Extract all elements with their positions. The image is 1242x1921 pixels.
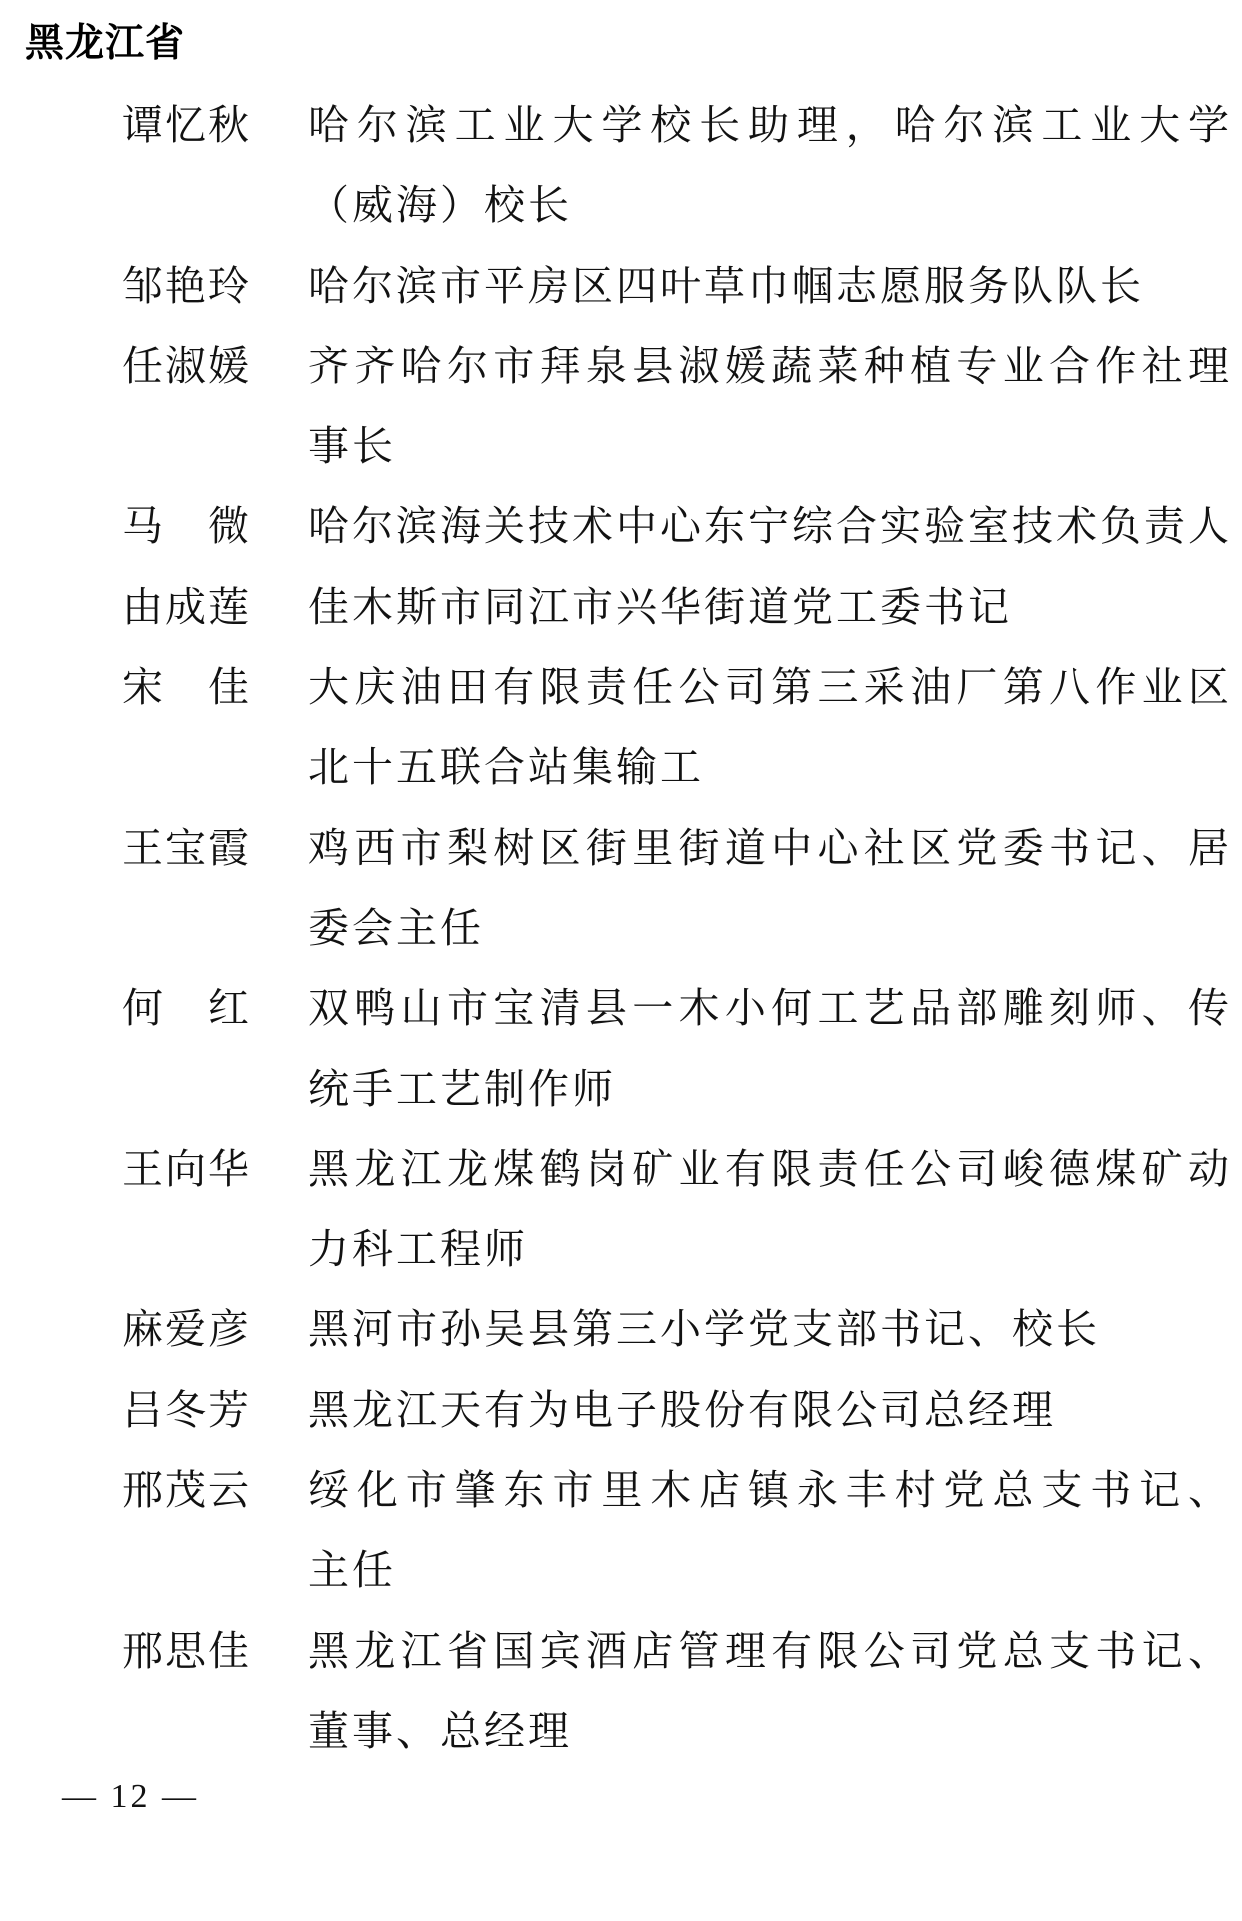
person-title [308,326,1232,487]
person-name: 何 红 [122,985,251,1032]
title-line: 黑龙江龙煤鹤岗矿业有限责任公司峻德煤矿动 [308,1145,1232,1192]
title-line: 黑龙江省国宾酒店管理有限公司党总支书记、 [308,1627,1232,1674]
list-item [122,968,1232,1129]
person-title [308,1289,1232,1369]
list-item [122,486,1232,566]
person-title [308,647,1232,808]
person-name: 任淑媛 [122,342,251,389]
person-title [308,85,1232,246]
list-item [122,1611,1232,1772]
person-name: 由成莲 [122,583,251,630]
title-line: 北十五联合站集输工 [308,744,704,791]
list-item [122,567,1232,647]
title-line: 鸡西市梨树区街里街道中心社区党委书记、居 [308,824,1232,871]
title-line: 力科工程师 [308,1226,528,1273]
person-title [308,1129,1232,1290]
person-name: 王向华 [122,1145,251,1192]
person-name: 王宝霞 [122,824,251,871]
title-line: 事长 [308,423,396,470]
title-line: 董事、总经理 [308,1707,572,1754]
person-name: 宋 佳 [122,664,251,711]
title-line: 双鸭山市宝清县一木小何工艺品部雕刻师、传 [308,985,1232,1032]
title-line: 绥化市肇东市里木店镇永丰村党总支书记、 [308,1467,1232,1514]
list-item [122,647,1232,808]
person-name: 邢茂云 [122,1467,251,1514]
title-line: 委会主任 [308,904,484,951]
list-item [122,1370,1232,1450]
person-name: 吕冬芳 [122,1386,251,1433]
province-heading: 黑龙江省 [25,22,186,65]
page-number: — 12 — [62,1778,199,1815]
person-name: 麻爱彦 [122,1306,251,1353]
title-line: 齐齐哈尔市拜泉县淑媛蔬菜种植专业合作社理 [308,342,1232,389]
person-title [308,486,1232,566]
list-item [122,326,1232,487]
person-name: 马 微 [122,503,251,550]
title-line: 大庆油田有限责任公司第三采油厂第八作业区 [308,664,1232,711]
title-line: （威海）校长 [308,182,572,229]
person-title [308,567,1232,647]
person-title [308,246,1232,326]
person-title [308,968,1232,1129]
list-item [122,246,1232,326]
title-line: 主任 [308,1547,396,1594]
person-name: 邢思佳 [122,1627,251,1674]
title-line: 哈尔滨海关技术中心东宁综合实验室技术负责人 [308,503,1232,550]
person-name: 谭忆秋 [122,102,251,148]
title-line: 哈尔滨工业大学校长助理，哈尔滨工业大学 [308,102,1232,148]
award-list [122,85,1232,1771]
title-line: 统手工艺制作师 [308,1065,616,1112]
list-item [122,85,1232,246]
person-title [308,1450,1232,1611]
title-line: 黑龙江天有为电子股份有限公司总经理 [308,1386,1056,1433]
person-name: 邹艳玲 [122,262,251,309]
list-item [122,808,1232,969]
title-line: 佳木斯市同江市兴华街道党工委书记 [308,583,1012,630]
title-line: 黑河市孙吴县第三小学党支部书记、校长 [308,1306,1100,1353]
list-item [122,1289,1232,1369]
person-title [308,808,1232,969]
list-item [122,1129,1232,1290]
list-item [122,1450,1232,1611]
title-line: 哈尔滨市平房区四叶草巾帼志愿服务队队长 [308,262,1144,309]
person-title [308,1370,1232,1450]
person-title [308,1611,1232,1772]
